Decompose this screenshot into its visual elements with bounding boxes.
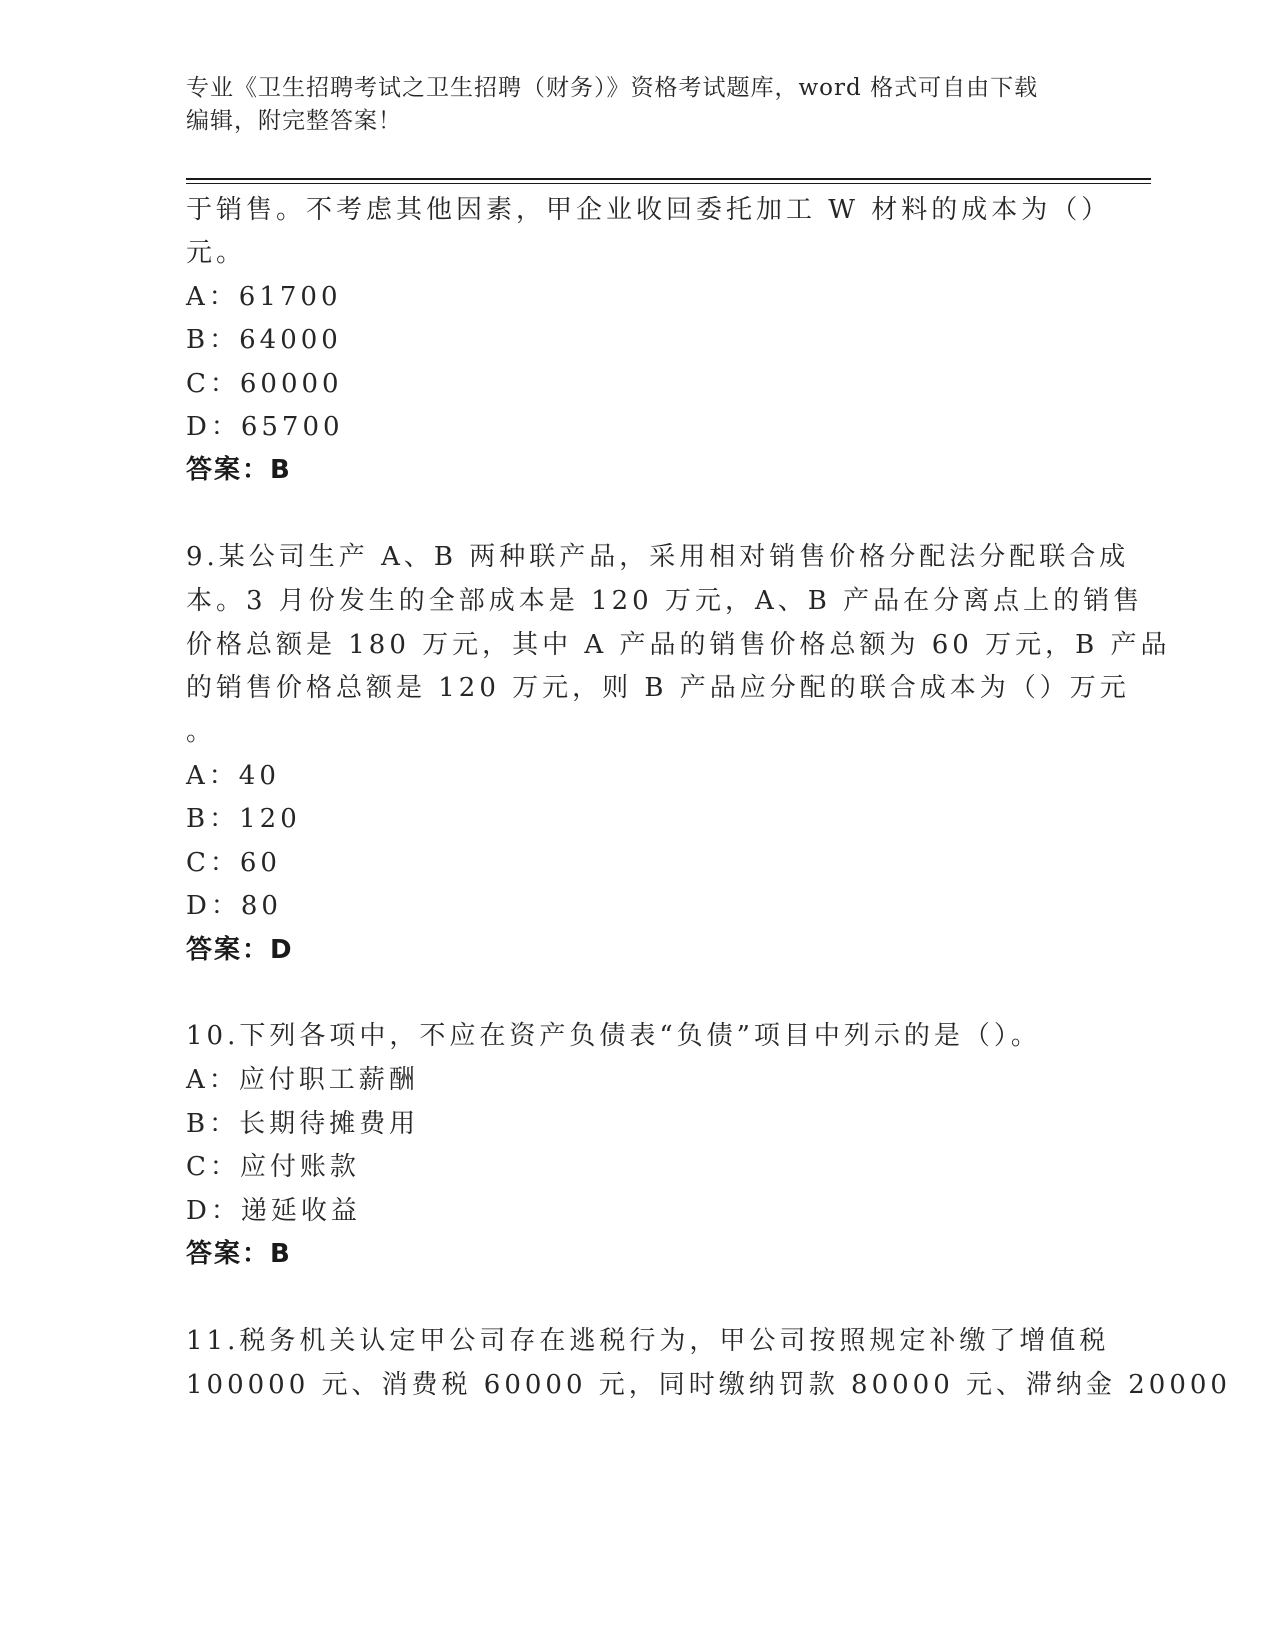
question-9-option-a: A：40 [186,761,280,791]
question-10-option-b: B：长期待摊费用 [186,1109,420,1139]
question-11-text-2: 100000 元、消费税 60000 元，同时缴纳罚款 80000 元、滞纳金 20000 [186,1370,1231,1400]
page-header [186,72,1086,138]
question-8-option-b: B：64000 [186,325,342,355]
question-8-option-d: D：65700 [186,412,344,442]
question-9-answer: 答案：D [186,935,294,965]
header-line-1: 专业《卫生招聘考试之卫生招聘（财务）》资格考试题库，word 格式可自由下载 [186,75,1039,101]
question-8-text-2: 元。 [186,238,247,268]
header-rule [186,178,1151,180]
question-11-text-1: 11.税务机关认定甲公司存在逃税行为，甲公司按照规定补缴了增值税 [186,1326,1110,1356]
question-8-answer: 答案：B [186,455,292,485]
question-10-answer: 答案：B [186,1239,292,1269]
question-9-option-d: D：80 [186,891,282,921]
question-9-text-5: 。 [186,717,217,747]
question-8-text-1: 于销售。不考虑其他因素，甲企业收回委托加工 W 材料的成本为（） [186,195,1112,225]
header-line-2: 编辑，附完整答案！ [186,108,402,134]
question-8-option-a: A：61700 [186,282,342,312]
question-10-option-d: D：递延收益 [186,1196,361,1226]
header-rule-thin [186,183,1151,184]
question-9-text-4: 的销售价格总额是 120 万元，则 B 产品应分配的联合成本为（）万元 [186,673,1130,703]
question-9-text-2: 本。3 月份发生的全部成本是 120 万元，A、B 产品在分离点上的销售 [186,586,1144,616]
question-9-option-b: B：120 [186,804,301,834]
question-8-option-c: C：60000 [186,369,343,399]
question-10-text-1: 10.下列各项中，不应在资产负债表“负债”项目中列示的是（）。 [186,1021,1041,1051]
question-9-text-1: 9.某公司生产 A、B 两种联产品，采用相对销售价格分配法分配联合成 [186,542,1130,572]
question-9-option-c: C：60 [186,848,281,878]
question-10-option-c: C：应付账款 [186,1152,360,1182]
question-9-text-3: 价格总额是 180 万元，其中 A 产品的销售价格总额为 60 万元，B 产品 [186,630,1171,660]
question-10-option-a: A：应付职工薪酬 [186,1065,419,1095]
